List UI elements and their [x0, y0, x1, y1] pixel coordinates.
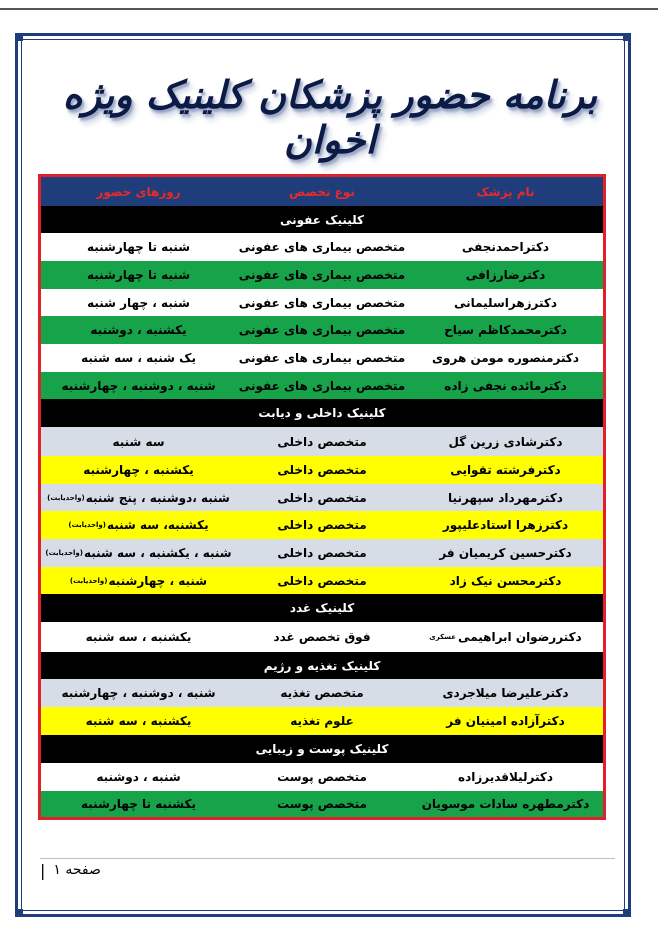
specialty: متخصص داخلی	[277, 546, 367, 560]
days: شنبه ، دوشنبه ، چهارشنبه	[61, 378, 216, 393]
section-header	[41, 206, 603, 233]
table-row	[41, 427, 603, 456]
days-cell	[41, 539, 236, 567]
table-row	[41, 707, 603, 735]
days: شنبه ، دوشنبه	[96, 770, 181, 784]
section-header	[41, 399, 603, 427]
days: شنبه ، چهار شنبه	[87, 295, 190, 310]
days: شنبه ،دوشنبه ، پنج شنبه	[85, 490, 230, 505]
table-row	[41, 679, 603, 707]
days: یکشنبه ، سه شنبه	[85, 714, 192, 728]
doctor-name-cell	[408, 622, 603, 652]
specialty: متخصص داخلی	[277, 434, 367, 449]
table-row	[41, 622, 603, 652]
top-rule	[0, 8, 658, 10]
section-title: کلینیک غدد	[289, 601, 355, 615]
specialty: متخصص بیماری های عفونی	[238, 295, 406, 310]
days: یکشنبه ، دوشنبه	[90, 323, 187, 337]
specialty: فوق تخصص غدد	[273, 630, 371, 644]
days: یکشنبه ، سه شنبه	[85, 630, 192, 644]
doctor-name: دکترفرشته تقوایی	[450, 463, 561, 477]
table-row	[41, 791, 603, 817]
days-note: (واحدیابت)	[47, 493, 85, 502]
doctor-name: دکتراحمدنجفی	[461, 240, 550, 254]
doctor-name: دکترمهرداد سپهرنیا	[448, 490, 563, 505]
doctor-name: دکترزهرا استادعلیپور	[442, 518, 569, 532]
specialty: متخصص پوست	[277, 797, 367, 811]
specialty: متخصص داخلی	[277, 518, 367, 532]
table-row	[41, 372, 603, 399]
table-row	[41, 289, 603, 316]
specialty: علوم تغذیه	[290, 714, 354, 728]
specialty: متخصص پوست	[277, 770, 367, 784]
table-row	[41, 456, 603, 484]
table-header-row	[41, 177, 603, 206]
days-note: (واحدیابت)	[45, 549, 83, 557]
section-title: کلینیک داخلی و دیابت	[258, 406, 386, 420]
table-row	[41, 233, 603, 261]
doctor-name: دکترضارزافی	[465, 268, 546, 282]
specialty: متخصص تغذیه	[280, 686, 364, 700]
section-title: کلینیک تغذیه و رژیم	[263, 658, 381, 673]
border-corner	[623, 33, 631, 41]
doctor-name: دکترزهراسلیمانی	[453, 295, 558, 310]
section-title: کلینیک پوست و زیبایی	[255, 742, 389, 756]
days: شنبه ، دوشنبه ، چهارشنبه	[61, 686, 216, 700]
days: شنبه تا چهارشنبه	[86, 268, 191, 282]
specialty: متخصص بیماری های عفونی	[238, 323, 406, 337]
doctor-name: دکتررضوان ابراهیمی	[458, 630, 582, 644]
table-row	[41, 316, 603, 344]
doctor-name: دکترمنصوره مومن هروی	[432, 351, 579, 365]
days-cell	[41, 511, 236, 539]
doctor-name: دکترمائده نجفی زاده	[444, 378, 567, 393]
doctor-name: دکترشادی زرین گل	[448, 434, 563, 449]
specialty: متخصص بیماری های عفونی	[238, 240, 406, 254]
days: یکشنبه تا چهارشنبه	[81, 797, 196, 811]
days: شنبه ، یکشنبه ، سه شنبه	[83, 546, 232, 560]
days-note: (واحدیابت)	[68, 521, 106, 529]
footer-rule	[40, 858, 615, 859]
doctor-name-sup: عسکری	[429, 633, 457, 641]
specialty: متخصص بیماری های عفونی	[238, 351, 406, 365]
days-cell	[41, 484, 236, 511]
page-number: صفحه ۱	[53, 862, 101, 878]
specialty: متخصص داخلی	[277, 463, 367, 477]
header-days: روزهای حضور	[96, 184, 181, 199]
days: یک شنبه ، سه شنبه	[81, 351, 196, 365]
border-corner	[623, 909, 631, 917]
table-row	[41, 261, 603, 289]
doctor-name: دکترلیلاقدیرزاده	[457, 770, 554, 784]
days: سه شنبه	[112, 434, 165, 449]
days-cell	[41, 567, 236, 594]
table-row	[41, 511, 603, 539]
section-header	[41, 652, 603, 679]
table-row	[41, 484, 603, 511]
header-doctor: نام پزشک	[476, 184, 535, 199]
days: شنبه ، چهارشنبه	[108, 573, 208, 588]
doctor-name: دکترمحمدکاظم سیاح	[444, 323, 567, 337]
doctor-name: دکترآزاده امینیان فر	[446, 714, 565, 728]
table-row	[41, 567, 603, 594]
days: شنبه تا چهارشنبه	[86, 240, 191, 254]
days-note: (واحدیابت)	[69, 576, 108, 585]
table-row	[41, 344, 603, 372]
page-footer	[40, 858, 101, 882]
footer-separator: |	[40, 860, 46, 880]
specialty: متخصص داخلی	[277, 490, 367, 505]
border-corner	[15, 909, 23, 917]
doctor-name: دکترحسین کریمیان فر	[439, 546, 572, 560]
table-row	[41, 539, 603, 567]
doctor-name: دکترعلیرضا میلاجردی	[442, 686, 569, 700]
doctor-name: دکترمطهره سادات موسویان	[421, 797, 590, 811]
page-title: برنامه حضور پزشکان کلینیک ویژه اخوان	[62, 72, 598, 162]
table-row	[41, 763, 603, 791]
section-title: کلینیک عفونی	[279, 212, 365, 227]
days: یکشنبه، سه شنبه	[106, 518, 209, 532]
specialty: متخصص داخلی	[277, 573, 367, 588]
specialty: متخصص بیماری های عفونی	[238, 378, 406, 393]
doctor-name: دکترمحسن نیک زاد	[449, 573, 562, 588]
header-specialty: نوع تخصص	[289, 184, 355, 199]
specialty: متخصص بیماری های عفونی	[238, 268, 406, 282]
section-header	[41, 735, 603, 763]
days: یکشنبه ، چهارشنبه	[83, 463, 194, 477]
section-header	[41, 594, 603, 622]
schedule-table	[38, 174, 606, 820]
border-corner	[15, 33, 23, 41]
